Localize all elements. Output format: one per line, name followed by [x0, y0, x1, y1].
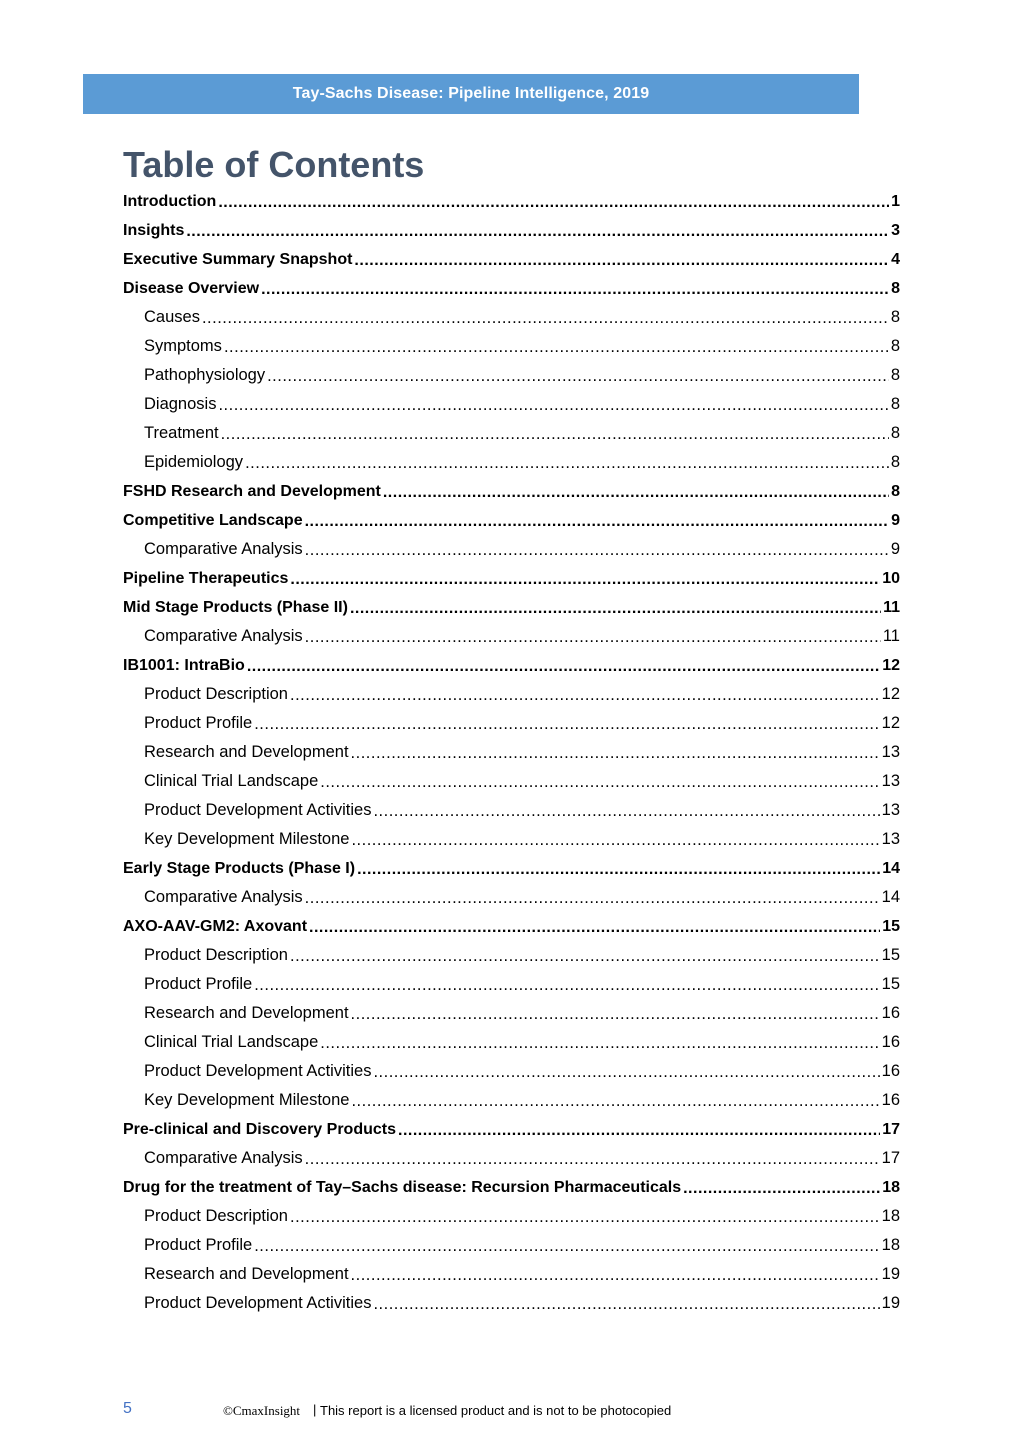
- toc-section-link[interactable]: [123, 187, 900, 216]
- toc-dot-leader: [290, 571, 880, 589]
- toc-entry-label: Comparative Analysis: [144, 888, 303, 906]
- toc-subsection-link[interactable]: [123, 390, 900, 419]
- toc-subsection-link[interactable]: [123, 1144, 900, 1173]
- toc-section-link[interactable]: [123, 274, 900, 303]
- toc-dot-leader: [218, 194, 889, 212]
- toc-subsection-link[interactable]: [123, 680, 900, 709]
- toc-section-link[interactable]: [123, 1115, 900, 1144]
- toc-subsection-link[interactable]: [123, 622, 900, 651]
- toc-section-link[interactable]: [123, 854, 900, 883]
- toc-entry-page-number: 3: [891, 221, 900, 239]
- toc-entry-label: Product Description: [144, 685, 288, 703]
- toc-entry-label: Diagnosis: [144, 395, 217, 413]
- toc-dot-leader: [373, 1295, 879, 1314]
- toc-entry-page-number: 12: [881, 685, 900, 703]
- toc-dot-leader: [254, 715, 879, 734]
- toc-section-link[interactable]: [123, 245, 900, 274]
- header-banner: [83, 74, 859, 114]
- toc-entry-page-number: 15: [881, 975, 900, 993]
- toc-subsection-link[interactable]: [123, 332, 900, 361]
- toc-dot-leader: [320, 773, 879, 792]
- toc-entry-label: Insights: [123, 221, 185, 239]
- toc-subsection-link[interactable]: [123, 419, 900, 448]
- toc-subsection-link[interactable]: [123, 535, 900, 564]
- toc-entry-label: Causes: [144, 308, 200, 326]
- toc-entry-page-number: 15: [881, 946, 900, 964]
- toc-entry-page-number: 14: [881, 888, 900, 906]
- toc-dot-leader: [245, 454, 889, 473]
- toc-subsection-link[interactable]: [123, 970, 900, 999]
- toc-dot-leader: [186, 223, 889, 241]
- toc-dot-leader: [254, 1237, 879, 1256]
- toc-entry-label: Comparative Analysis: [144, 627, 303, 645]
- toc-dot-leader: [309, 919, 880, 937]
- toc-entry-page-number: 11: [882, 627, 900, 645]
- toc-subsection-link[interactable]: [123, 1028, 900, 1057]
- toc-subsection-link[interactable]: [123, 999, 900, 1028]
- toc-dot-leader: [267, 367, 889, 386]
- toc-entry-page-number: 15: [882, 917, 900, 935]
- toc-entry-label: Pre-clinical and Discovery Products: [123, 1120, 396, 1138]
- toc-entry-label: Comparative Analysis: [144, 540, 303, 558]
- toc-subsection-link[interactable]: [123, 1289, 900, 1318]
- toc-entry-page-number: 8: [890, 308, 900, 326]
- toc-entry-page-number: 4: [891, 250, 900, 268]
- toc-entry-page-number: 13: [881, 830, 900, 848]
- toc-section-link[interactable]: [123, 1173, 900, 1202]
- toc-dot-leader: [290, 686, 880, 705]
- toc-entry-page-number: 8: [890, 366, 900, 384]
- toc-entry-label: Research and Development: [144, 1004, 349, 1022]
- toc-section-link[interactable]: [123, 477, 900, 506]
- toc-dot-leader: [224, 338, 889, 357]
- toc-subsection-link[interactable]: [123, 1231, 900, 1260]
- toc-entry-page-number: 18: [882, 1178, 900, 1196]
- toc-entry-page-number: 16: [881, 1062, 900, 1080]
- toc-subsection-link[interactable]: [123, 796, 900, 825]
- toc-entry-label: Executive Summary Snapshot: [123, 250, 353, 268]
- toc-subsection-link[interactable]: [123, 448, 900, 477]
- footer-separator: |: [313, 1402, 317, 1417]
- toc-entry-page-number: 18: [881, 1236, 900, 1254]
- toc-subsection-link[interactable]: [123, 1086, 900, 1115]
- toc-subsection-link[interactable]: [123, 941, 900, 970]
- toc-dot-leader: [351, 831, 879, 850]
- toc-entry-label: Comparative Analysis: [144, 1149, 303, 1167]
- toc-entry-page-number: 8: [891, 279, 900, 297]
- toc-entry-label: Mid Stage Products (Phase II): [123, 598, 348, 616]
- toc-dot-leader: [305, 628, 881, 647]
- toc-entry-page-number: 18: [881, 1207, 900, 1225]
- toc-entry-page-number: 9: [890, 540, 900, 558]
- toc-section-link[interactable]: [123, 651, 900, 680]
- toc-entry-page-number: 10: [882, 569, 900, 587]
- toc-entry-label: Pipeline Therapeutics: [123, 569, 289, 587]
- footer-page-number: 5: [123, 1400, 132, 1417]
- toc-entry-label: Product Profile: [144, 714, 253, 732]
- toc-entry-page-number: 8: [891, 482, 900, 500]
- toc-dot-leader: [254, 976, 879, 995]
- toc-dot-leader: [351, 1266, 880, 1285]
- toc-entry-label: Introduction: [123, 192, 217, 210]
- toc-entry-label: Product Development Activities: [144, 1062, 372, 1080]
- toc-subsection-link[interactable]: [123, 361, 900, 390]
- page-title: Table of Contents: [123, 144, 425, 185]
- toc-subsection-link[interactable]: [123, 1057, 900, 1086]
- toc-dot-leader: [202, 309, 889, 328]
- toc-entry-page-number: 16: [881, 1091, 900, 1109]
- toc-entry-label: Product Description: [144, 1207, 288, 1225]
- toc-entry-label: Product Development Activities: [144, 1294, 372, 1312]
- toc-subsection-link[interactable]: [123, 303, 900, 332]
- toc-entry-label: Product Development Activities: [144, 801, 372, 819]
- toc-entry-label: Symptoms: [144, 337, 222, 355]
- toc-entry-page-number: 16: [881, 1033, 900, 1051]
- toc-dot-leader: [683, 1180, 880, 1198]
- footer-notice: This report is a licensed product and is not to be photocopied: [320, 1403, 672, 1418]
- toc-entry-page-number: 1: [891, 192, 900, 210]
- toc-entry-label: Drug for the treatment of Tay–Sachs disease: Recursion Pharmaceuticals: [123, 1178, 682, 1196]
- toc-dot-leader: [305, 513, 889, 531]
- toc-entry-page-number: 17: [881, 1149, 900, 1167]
- toc-entry-label: Product Profile: [144, 1236, 253, 1254]
- toc-entry-label: Product Profile: [144, 975, 253, 993]
- toc-section-link[interactable]: [123, 912, 900, 941]
- toc-entry-label: Competitive Landscape: [123, 511, 303, 529]
- toc-section-link[interactable]: [123, 506, 900, 535]
- toc-dot-leader: [350, 600, 881, 618]
- toc-subsection-link[interactable]: [123, 1260, 900, 1289]
- toc-entry-page-number: 8: [890, 453, 900, 471]
- toc-entry-page-number: 11: [883, 598, 900, 616]
- toc-entry-label: AXO-AAV-GM2: Axovant: [123, 917, 308, 935]
- toc-dot-leader: [383, 484, 889, 502]
- toc-entry-page-number: 8: [890, 337, 900, 355]
- toc-subsection-link[interactable]: [123, 709, 900, 738]
- toc-dot-leader: [351, 1005, 880, 1024]
- toc-entry-page-number: 14: [882, 859, 900, 877]
- toc-dot-leader: [320, 1034, 879, 1053]
- toc-entry-label: Product Description: [144, 946, 288, 964]
- toc-subsection-link[interactable]: [123, 738, 900, 767]
- toc-entry-label: Clinical Trial Landscape: [144, 1033, 319, 1051]
- toc-entry-label: Research and Development: [144, 1265, 349, 1283]
- toc-entry-page-number: 16: [881, 1004, 900, 1022]
- toc-entry-page-number: 8: [890, 424, 900, 442]
- toc-entry-label: IB1001: IntraBio: [123, 656, 245, 674]
- toc-dot-leader: [221, 425, 889, 444]
- toc-entry-page-number: 12: [881, 714, 900, 732]
- toc-entry-page-number: 13: [881, 801, 900, 819]
- toc-entry-label: Research and Development: [144, 743, 349, 761]
- toc-section-link[interactable]: [123, 216, 900, 245]
- toc-dot-leader: [218, 396, 888, 415]
- toc-subsection-link[interactable]: [123, 883, 900, 912]
- toc-entry-page-number: 8: [890, 395, 900, 413]
- toc-entry-page-number: 13: [881, 772, 900, 790]
- toc-dot-leader: [373, 1063, 879, 1082]
- toc-dot-leader: [354, 252, 889, 270]
- toc-dot-leader: [305, 541, 889, 560]
- toc-entry-label: Pathophysiology: [144, 366, 266, 384]
- toc-subsection-link[interactable]: [123, 1202, 900, 1231]
- toc-entry-page-number: 19: [881, 1265, 900, 1283]
- toc-entry-label: Clinical Trial Landscape: [144, 772, 319, 790]
- toc-dot-leader: [290, 947, 880, 966]
- toc-dot-leader: [398, 1122, 880, 1140]
- toc-entry-label: Early Stage Products (Phase I): [123, 859, 356, 877]
- toc-entry-page-number: 12: [882, 656, 900, 674]
- toc-list: [123, 187, 900, 1318]
- toc-entry-label: Key Development Milestone: [144, 830, 350, 848]
- toc-entry-label: Epidemiology: [144, 453, 244, 471]
- toc-dot-leader: [351, 1092, 879, 1111]
- toc-dot-leader: [357, 861, 880, 879]
- toc-dot-leader: [247, 658, 880, 676]
- header-banner-text: Tay-Sachs Disease: Pipeline Intelligence, 2019: [292, 85, 650, 102]
- toc-entry-label: Disease Overview: [123, 279, 260, 297]
- toc-dot-leader: [290, 1208, 880, 1227]
- toc-dot-leader: [305, 889, 880, 908]
- page-footer: [0, 1400, 1023, 1422]
- footer-copyright: ©CmaxInsight: [223, 1403, 301, 1418]
- toc-entry-page-number: 9: [891, 511, 900, 529]
- toc-subsection-link[interactable]: [123, 767, 900, 796]
- toc-entry-label: FSHD Research and Development: [123, 482, 381, 500]
- toc-subsection-link[interactable]: [123, 825, 900, 854]
- toc-dot-leader: [373, 802, 879, 821]
- toc-entry-label: Treatment: [144, 424, 219, 442]
- toc-dot-leader: [351, 744, 880, 763]
- toc-section-link[interactable]: [123, 593, 900, 622]
- toc-section-link[interactable]: [123, 564, 900, 593]
- toc-entry-label: Key Development Milestone: [144, 1091, 350, 1109]
- toc-dot-leader: [305, 1150, 880, 1169]
- toc-dot-leader: [261, 281, 889, 299]
- toc-entry-page-number: 13: [881, 743, 900, 761]
- toc-entry-page-number: 19: [881, 1294, 900, 1312]
- toc-entry-page-number: 17: [882, 1120, 900, 1138]
